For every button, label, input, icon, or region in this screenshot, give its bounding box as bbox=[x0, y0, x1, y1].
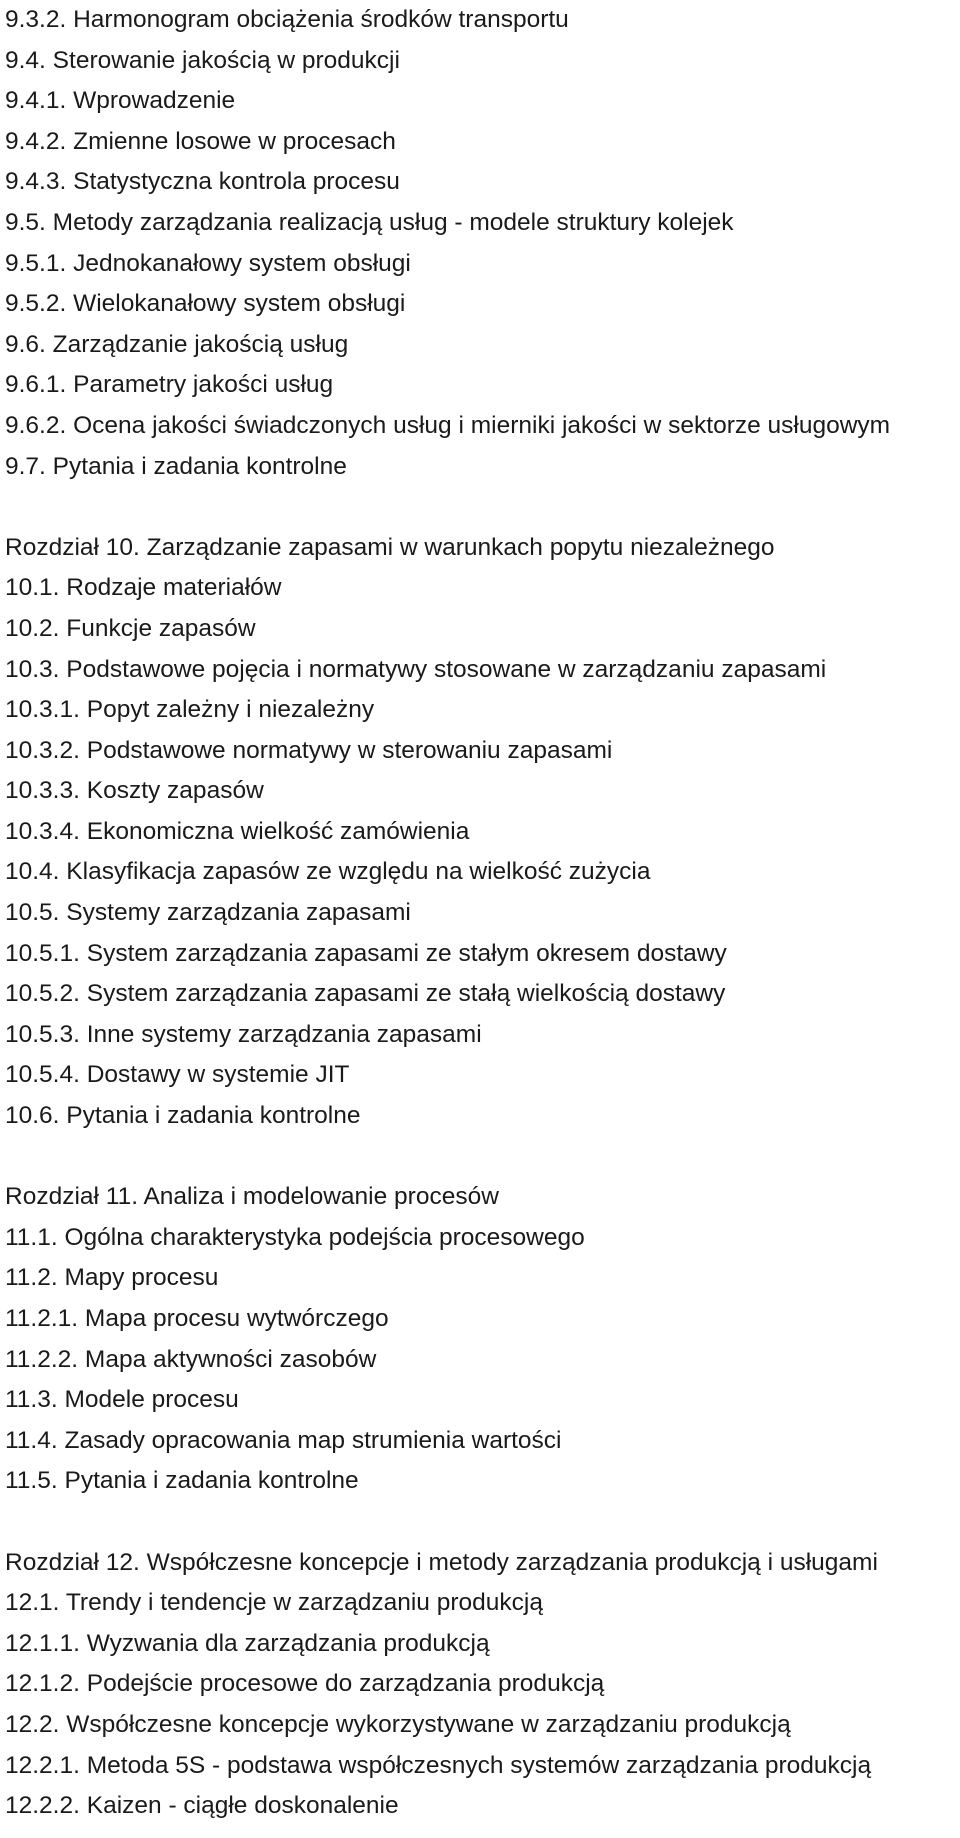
section-spacer bbox=[5, 487, 955, 528]
toc-section-chapter-9 bbox=[5, 0, 955, 487]
toc-entry: 10.3.3. Koszty zapasów bbox=[5, 777, 264, 805]
toc-entry: 12.2. Współczesne koncepcje wykorzystywane w zarządzaniu produkcją bbox=[5, 1710, 791, 1738]
toc-entry: 9.6.2. Ocena jakości świadczonych usług i mierniki jakości w sektorze usługowym bbox=[5, 411, 891, 439]
toc-entry: 10.5.3. Inne systemy zarządzania zapasami bbox=[5, 1020, 482, 1048]
toc-entry: 10.5.4. Dostawy w systemie JIT bbox=[5, 1061, 350, 1089]
toc-entry: 9.4.3. Statystyczna kontrola procesu bbox=[5, 168, 400, 196]
toc-entry: 12.1.2. Podejście procesowe do zarządzania produkcją bbox=[5, 1670, 605, 1698]
toc-entry: 9.5.1. Jednokanałowy system obsługi bbox=[5, 249, 411, 277]
toc-section-chapter-11 bbox=[5, 1177, 955, 1502]
chapter-heading: Rozdział 10. Zarządzanie zapasami w warunkach popytu niezależnego bbox=[5, 533, 775, 561]
toc-entry: 10.6. Pytania i zadania kontrolne bbox=[5, 1102, 361, 1130]
toc-entry: 10.1. Rodzaje materiałów bbox=[5, 574, 282, 602]
toc-entry: 9.5.2. Wielokanałowy system obsługi bbox=[5, 290, 406, 318]
toc-entry: 10.3.1. Popyt zależny i niezależny bbox=[5, 696, 375, 724]
table-of-contents bbox=[5, 0, 955, 1827]
toc-entry: 10.4. Klasyfikacja zapasów ze względu na wielkość zużycia bbox=[5, 858, 651, 886]
toc-entry: 9.4.1. Wprowadzenie bbox=[5, 87, 236, 115]
chapter-heading: Rozdział 11. Analiza i modelowanie procesów bbox=[5, 1183, 499, 1211]
toc-entry: 11.4. Zasady opracowania map strumienia wartości bbox=[5, 1426, 562, 1454]
toc-entry: 12.2.2. Kaizen - ciągłe doskonalenie bbox=[5, 1792, 399, 1820]
chapter-heading: Rozdział 12. Współczesne koncepcje i metody zarządzania produkcją i usługami bbox=[5, 1548, 878, 1576]
toc-entry: 11.3. Modele procesu bbox=[5, 1386, 239, 1414]
toc-entry: 9.7. Pytania i zadania kontrolne bbox=[5, 452, 347, 480]
toc-entry: 11.5. Pytania i zadania kontrolne bbox=[5, 1467, 359, 1495]
toc-entry: 11.2.1. Mapa procesu wytwórczego bbox=[5, 1305, 389, 1332]
toc-entry: 9.3.2. Harmonogram obciążenia środków transportu bbox=[5, 6, 569, 33]
toc-entry: 11.2. Mapy procesu bbox=[5, 1264, 219, 1292]
section-spacer bbox=[5, 1502, 955, 1543]
toc-entry: 10.2. Funkcje zapasów bbox=[5, 614, 256, 642]
toc-entry: 12.2.1. Metoda 5S - podstawa współczesnych systemów zarządzania produkcją bbox=[5, 1751, 872, 1779]
toc-entry: 9.6.1. Parametry jakości usług bbox=[5, 371, 334, 399]
section-spacer bbox=[5, 1137, 955, 1178]
toc-entry: 10.3.2. Podstawowe normatywy w sterowaniu zapasami bbox=[5, 736, 613, 764]
toc-entry: 9.4.2. Zmienne losowe w procesach bbox=[5, 127, 396, 155]
toc-entry: 10.5.2. System zarządzania zapasami ze stałą wielkością dostawy bbox=[5, 980, 726, 1008]
toc-entry: 10.3. Podstawowe pojęcia i normatywy stosowane w zarządzaniu zapasami bbox=[5, 655, 827, 683]
toc-entry: 10.3.4. Ekonomiczna wielkość zamówienia bbox=[5, 817, 470, 845]
toc-entry: 9.5. Metody zarządzania realizacją usług - modele struktury kolejek bbox=[5, 208, 734, 236]
toc-section-chapter-10 bbox=[5, 528, 955, 1137]
toc-entry: 12.1.1. Wyzwania dla zarządzania produkcją bbox=[5, 1629, 490, 1657]
toc-entry: 10.5.1. System zarządzania zapasami ze stałym okresem dostawy bbox=[5, 939, 727, 967]
toc-entry: 10.5. Systemy zarządzania zapasami bbox=[5, 899, 411, 927]
toc-entry: 12.1. Trendy i tendencje w zarządzaniu produkcją bbox=[5, 1589, 543, 1617]
toc-entry: 11.2.2. Mapa aktywności zasobów bbox=[5, 1345, 377, 1373]
toc-entry: 9.6. Zarządzanie jakością usług bbox=[5, 330, 349, 358]
toc-section-chapter-12 bbox=[5, 1543, 955, 1827]
toc-entry: 9.4. Sterowanie jakością w produkcji bbox=[5, 46, 400, 74]
toc-entry: 11.1. Ogólna charakterystyka podejścia procesowego bbox=[5, 1223, 585, 1251]
